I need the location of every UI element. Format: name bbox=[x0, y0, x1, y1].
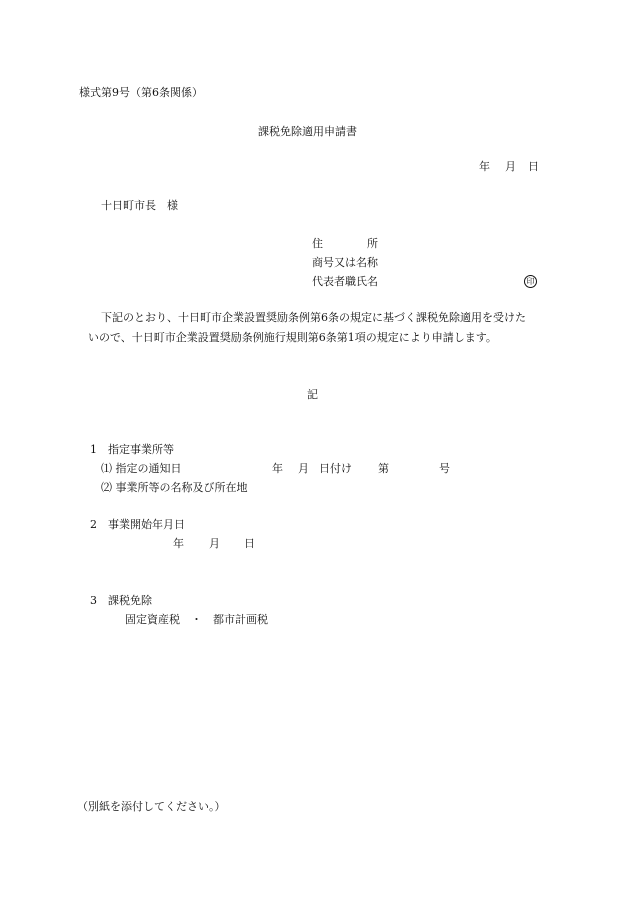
item1-sub1-go: 号 bbox=[439, 462, 450, 475]
item2-month: 月 bbox=[209, 537, 220, 550]
item1-sub1-dai: 第 bbox=[378, 462, 389, 475]
item3-taxes: 固定資産税 ・ 都市計画税 bbox=[125, 613, 268, 626]
item2-year: 年 bbox=[173, 537, 184, 550]
item1-sub1-year: 年 bbox=[272, 462, 283, 475]
addressee: 十日町市長 様 bbox=[101, 199, 178, 212]
item1-heading: 1 指定事業所等 bbox=[90, 443, 174, 456]
form-number: 様式第9号（第6条関係） bbox=[79, 86, 203, 99]
body-text-line2: いので、十日町市企業設置奨励条例施行規則第6条第1項の規定により申請します。 bbox=[88, 331, 497, 344]
item1-sub2-label: ⑵ 事業所等の名称及び所在地 bbox=[101, 481, 248, 494]
ki-heading: 記 bbox=[307, 388, 318, 401]
address-label: 住 所 bbox=[312, 237, 378, 250]
date-day-label: 日 bbox=[528, 160, 539, 173]
business-name-label: 商号又は名称 bbox=[312, 256, 378, 269]
item1-sub1-label: ⑴ 指定の通知日 bbox=[101, 462, 182, 475]
date-year-label: 年 bbox=[479, 160, 490, 173]
item1-sub1-dated: 日付け bbox=[319, 462, 352, 475]
item2-heading: 2 事業開始年月日 bbox=[90, 518, 185, 531]
representative-label: 代表者職氏名 bbox=[312, 275, 378, 288]
item2-day: 日 bbox=[244, 537, 255, 550]
seal-icon: 印 bbox=[524, 275, 537, 288]
body-text-line1: 下記のとおり、十日町市企業設置奨励条例第6条の規定に基づく課税免除適用を受けた bbox=[101, 311, 526, 324]
footer-note: （別紙を添付してください。） bbox=[77, 800, 226, 813]
document-title: 課税免除適用申請書 bbox=[258, 125, 357, 138]
date-month-label: 月 bbox=[505, 160, 516, 173]
item1-sub1-month: 月 bbox=[298, 462, 309, 475]
item3-heading: 3 課税免除 bbox=[90, 594, 152, 607]
